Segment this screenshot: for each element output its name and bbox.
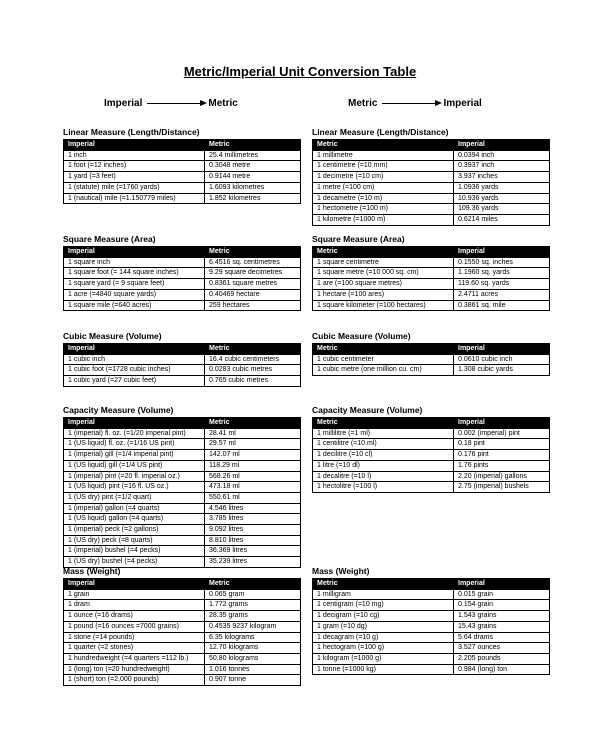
table-row <box>313 611 550 622</box>
equivalent-cell: 9.29 square decimetres <box>205 268 301 279</box>
column-header: Metric <box>205 418 301 429</box>
table-row <box>64 365 301 376</box>
conversion-table <box>63 343 301 387</box>
unit-cell: 1 square metre (=10 000 sq. cm) <box>313 268 454 279</box>
table-row <box>313 214 550 225</box>
direction-to-label: Imperial <box>443 98 482 109</box>
table-row <box>313 289 550 300</box>
unit-cell: 1 (imperial) fl. oz. (=1/20 imperial pint) <box>64 428 205 439</box>
arrow-right-icon <box>382 103 440 104</box>
equivalent-cell: 0.907 tonne <box>205 675 301 686</box>
table-row <box>313 204 550 215</box>
table-row <box>64 546 301 557</box>
table-row <box>64 653 301 664</box>
section-capacity-imperial-to-metric <box>63 405 300 568</box>
equivalent-cell: 0.065 gram <box>205 589 301 600</box>
table-header-row <box>313 579 550 590</box>
equivalent-cell: 2.4711 acres <box>454 289 550 300</box>
equivalent-cell: 1.308 cubic yards <box>454 365 550 376</box>
equivalent-cell: 0.0283 cubic metres <box>205 365 301 376</box>
unit-cell: 1 are (=100 square metres) <box>313 279 454 290</box>
unit-cell: 1 square inch <box>64 257 205 268</box>
equivalent-cell: 2.75 (imperial) bushels <box>454 482 550 493</box>
equivalent-cell: 0.0394 inch <box>454 150 550 161</box>
table-row <box>64 439 301 450</box>
equivalent-cell: 2.205 pounds <box>454 653 550 664</box>
table-header-row <box>313 247 550 258</box>
table-row <box>64 664 301 675</box>
table-row <box>64 621 301 632</box>
unit-cell: 1 hectare (=100 ares) <box>313 289 454 300</box>
section-title: Cubic Measure (Volume) <box>63 331 162 341</box>
unit-cell: 1 hectolitre (=100 l) <box>313 482 454 493</box>
equivalent-cell: 1.1960 sq. yards <box>454 268 550 279</box>
equivalent-cell: 0.002 (imperial) pint <box>454 428 550 439</box>
equivalent-cell: 29.57 ml <box>205 439 301 450</box>
section-title: Linear Measure (Length/Distance) <box>63 127 200 137</box>
unit-cell: 1 (imperial) bushel (=4 pecks) <box>64 546 205 557</box>
equivalent-cell: 0.4535 9237 kilogram <box>205 621 301 632</box>
equivalent-cell: 0.3937 inch <box>454 161 550 172</box>
column-header: Imperial <box>454 247 550 258</box>
unit-cell: 1 ounce (=16 drams) <box>64 611 205 622</box>
section-linear-metric-to-imperial <box>312 127 549 226</box>
equivalent-cell: 10.936 yards <box>454 193 550 204</box>
unit-cell: 1 gram (=10 dg) <box>313 621 454 632</box>
unit-cell: 1 milligram <box>313 589 454 600</box>
equivalent-cell: 4.546 litres <box>205 503 301 514</box>
unit-cell: 1 (long) ton (=20 hundredweight) <box>64 664 205 675</box>
table-row <box>64 535 301 546</box>
table-row <box>313 161 550 172</box>
table-row <box>64 428 301 439</box>
unit-cell: 1 square mile (=640 acres) <box>64 300 205 311</box>
equivalent-cell: 36.369 litres <box>205 546 301 557</box>
table-row <box>64 525 301 536</box>
table-row <box>313 172 550 183</box>
column-header: Imperial <box>64 418 205 429</box>
unit-cell: 1 kilogram (=1000 g) <box>313 653 454 664</box>
equivalent-cell: 50.80 kilograms <box>205 653 301 664</box>
equivalent-cell: 0.9144 metre <box>205 172 301 183</box>
equivalent-cell: 550.61 ml <box>205 492 301 503</box>
equivalent-cell: 1.016 tonnes <box>205 664 301 675</box>
unit-cell: 1 decagram (=10 g) <box>313 632 454 643</box>
section-area-metric-to-imperial <box>312 234 549 311</box>
unit-cell: 1 square kilometer (=100 hectares) <box>313 300 454 311</box>
direction-to-label: Metric <box>208 98 238 109</box>
unit-cell: 1 centigram (=10 mg) <box>313 600 454 611</box>
equivalent-cell: 35.239 litres <box>205 557 301 568</box>
table-header-row <box>313 344 550 355</box>
unit-cell: 1 inch <box>64 150 205 161</box>
equivalent-cell: 1.6093 kilometres <box>205 182 301 193</box>
table-row <box>313 643 550 654</box>
equivalent-cell: 2.20 (imperial) gallons <box>454 471 550 482</box>
conversion-table <box>63 139 301 204</box>
table-row <box>64 300 301 311</box>
equivalent-cell: 15.43 grains <box>454 621 550 632</box>
table-header-row <box>313 418 550 429</box>
column-header: Metric <box>205 140 301 151</box>
column-header: Metric <box>313 344 454 355</box>
table-row <box>64 257 301 268</box>
table-row <box>64 611 301 622</box>
table-row <box>64 182 301 193</box>
table-row <box>64 354 301 365</box>
table-row <box>313 182 550 193</box>
equivalent-cell: 16.4 cubic centimeters <box>205 354 301 365</box>
column-header: Imperial <box>64 247 205 258</box>
table-row <box>313 300 550 311</box>
equivalent-cell: 12.70 kilograms <box>205 643 301 654</box>
table-row <box>64 376 301 387</box>
column-header: Imperial <box>454 140 550 151</box>
table-row <box>313 428 550 439</box>
unit-cell: 1 hectogram (=100 g) <box>313 643 454 654</box>
conversion-table <box>312 343 550 376</box>
unit-cell: 1 millimetre <box>313 150 454 161</box>
column-header: Metric <box>205 579 301 590</box>
table-row <box>313 354 550 365</box>
table-row <box>313 482 550 493</box>
equivalent-cell: 1.772 grams <box>205 600 301 611</box>
unit-cell: 1 (imperial) gallon (=4 quarts) <box>64 503 205 514</box>
direction-imperial-to-metric <box>104 98 238 109</box>
column-header: Imperial <box>64 344 205 355</box>
unit-cell: 1 (US liquid) fl. oz. (=1/16 US pint) <box>64 439 205 450</box>
equivalent-cell: 0.984 (long) ton <box>454 664 550 675</box>
unit-cell: 1 square centimetre <box>313 257 454 268</box>
table-row <box>313 621 550 632</box>
equivalent-cell: 0.8361 square metres <box>205 279 301 290</box>
section-capacity-metric-to-imperial <box>312 405 549 493</box>
equivalent-cell: 0.40469 hectare <box>205 289 301 300</box>
unit-cell: 1 (US liquid) gill (=1/4 US pint) <box>64 460 205 471</box>
page-title: Metric/Imperial Unit Conversion Table <box>183 64 417 79</box>
equivalent-cell: 142.07 ml <box>205 450 301 461</box>
unit-cell: 1 kilometre (=1000 m) <box>313 214 454 225</box>
section-title: Square Measure (Area) <box>312 234 405 244</box>
table-row <box>313 279 550 290</box>
table-row <box>313 257 550 268</box>
unit-cell: 1 hectometre (=100 m) <box>313 204 454 215</box>
equivalent-cell: 6.35 kilograms <box>205 632 301 643</box>
table-row <box>313 653 550 664</box>
section-title: Capacity Measure (Volume) <box>63 405 174 415</box>
conversion-table <box>312 139 550 226</box>
equivalent-cell: 473.18 ml <box>205 482 301 493</box>
section-mass-metric-to-imperial <box>312 566 549 675</box>
table-row <box>64 450 301 461</box>
table-row <box>64 471 301 482</box>
table-row <box>64 172 301 183</box>
equivalent-cell: 28.35 grams <box>205 611 301 622</box>
conversion-table <box>312 578 550 675</box>
unit-cell: 1 acre (=4840 square yards) <box>64 289 205 300</box>
equivalent-cell: 0.015 grain <box>454 589 550 600</box>
unit-cell: 1 (statute) mile (=1760 yards) <box>64 182 205 193</box>
table-row <box>313 664 550 675</box>
unit-cell: 1 cubic metre (one million cu. cm) <box>313 365 454 376</box>
equivalent-cell: 3.937 inches <box>454 172 550 183</box>
direction-from-label: Metric <box>348 98 378 109</box>
equivalent-cell: 9.092 litres <box>205 525 301 536</box>
unit-cell: 1 centimetre (=10 mm) <box>313 161 454 172</box>
equivalent-cell: 0.176 pint <box>454 450 550 461</box>
section-title: Square Measure (Area) <box>63 234 156 244</box>
table-row <box>64 503 301 514</box>
table-row <box>313 150 550 161</box>
table-row <box>313 450 550 461</box>
table-header-row <box>64 418 301 429</box>
table-row <box>64 632 301 643</box>
direction-metric-to-imperial <box>348 98 482 109</box>
column-header: Imperial <box>64 579 205 590</box>
table-row <box>313 268 550 279</box>
equivalent-cell: 0.3861 sq. mile <box>454 300 550 311</box>
section-volume-imperial-to-metric <box>63 331 300 387</box>
table-row <box>64 492 301 503</box>
table-row <box>64 268 301 279</box>
unit-cell: 1 decimetre (=10 cm) <box>313 172 454 183</box>
unit-cell: 1 (US dry) bushel (=4 pecks) <box>64 557 205 568</box>
table-row <box>64 279 301 290</box>
table-row <box>64 150 301 161</box>
equivalent-cell: 6.4516 sq. centimetres <box>205 257 301 268</box>
column-header: Imperial <box>454 418 550 429</box>
table-row <box>313 632 550 643</box>
unit-cell: 1 decigram (=10 cg) <box>313 611 454 622</box>
column-header: Metric <box>313 247 454 258</box>
section-title: Mass (Weight) <box>63 566 121 576</box>
equivalent-cell: 3.785 litres <box>205 514 301 525</box>
column-header: Metric <box>205 247 301 258</box>
unit-cell: 1 tonne (=1000 kg) <box>313 664 454 675</box>
conversion-table <box>63 417 301 568</box>
column-header: Imperial <box>454 344 550 355</box>
section-mass-imperial-to-metric <box>63 566 300 686</box>
table-row <box>313 193 550 204</box>
unit-cell: 1 (US liquid) pint (=16 fl. US oz.) <box>64 482 205 493</box>
column-header: Metric <box>313 140 454 151</box>
table-row <box>64 460 301 471</box>
column-header: Imperial <box>64 140 205 151</box>
equivalent-cell: 25.4 millimetres <box>205 150 301 161</box>
section-title: Cubic Measure (Volume) <box>312 331 411 341</box>
table-row <box>64 193 301 204</box>
conversion-table <box>312 246 550 311</box>
table-row <box>64 675 301 686</box>
equivalent-cell: 1.852 kilometres <box>205 193 301 204</box>
equivalent-cell: 0.765 cubic metres <box>205 376 301 387</box>
unit-cell: 1 quarter (=2 stones) <box>64 643 205 654</box>
column-header: Metric <box>205 344 301 355</box>
equivalent-cell: 109.36 yards <box>454 204 550 215</box>
unit-cell: 1 cubic yard (=27 cubic feet) <box>64 376 205 387</box>
conversion-table <box>63 578 301 686</box>
table-row <box>64 514 301 525</box>
equivalent-cell: 5.64 drams <box>454 632 550 643</box>
equivalent-cell: 119.60 sq. yards <box>454 279 550 290</box>
unit-cell: 1 yard (=3 feet) <box>64 172 205 183</box>
section-linear-imperial-to-metric <box>63 127 300 204</box>
table-row <box>64 600 301 611</box>
table-row <box>313 600 550 611</box>
table-row <box>313 460 550 471</box>
unit-cell: 1 cubic foot (=1728 cubic inches) <box>64 365 205 376</box>
unit-cell: 1 dram <box>64 600 205 611</box>
unit-cell: 1 cubic centimeter <box>313 354 454 365</box>
table-row <box>313 365 550 376</box>
column-header: Metric <box>313 418 454 429</box>
unit-cell: 1 decilitre (=10 cl) <box>313 450 454 461</box>
unit-cell: 1 (US dry) peck (=8 quarts) <box>64 535 205 546</box>
unit-cell: 1 (short) ton (=2,000 pounds) <box>64 675 205 686</box>
equivalent-cell: 0.6214 miles <box>454 214 550 225</box>
unit-cell: 1 (imperial) pint (=20 fl. imperial oz.) <box>64 471 205 482</box>
table-header-row <box>64 247 301 258</box>
table-header-row <box>64 579 301 590</box>
equivalent-cell: 0.154 grain <box>454 600 550 611</box>
equivalent-cell: 28.41 ml <box>205 428 301 439</box>
table-row <box>64 643 301 654</box>
table-header-row <box>64 344 301 355</box>
equivalent-cell: 8.810 litres <box>205 535 301 546</box>
section-title: Mass (Weight) <box>312 566 370 576</box>
equivalent-cell: 3.527 ounces <box>454 643 550 654</box>
section-area-imperial-to-metric <box>63 234 300 311</box>
table-row <box>313 589 550 600</box>
unit-cell: 1 foot (=12 inches) <box>64 161 205 172</box>
table-row <box>313 471 550 482</box>
column-header: Imperial <box>454 579 550 590</box>
equivalent-cell: 1.543 grains <box>454 611 550 622</box>
section-volume-metric-to-imperial <box>312 331 549 376</box>
equivalent-cell: 118.29 ml <box>205 460 301 471</box>
equivalent-cell: 0.18 pint <box>454 439 550 450</box>
unit-cell: 1 centilitre (=10 ml) <box>313 439 454 450</box>
equivalent-cell: 0.3048 metre <box>205 161 301 172</box>
unit-cell: 1 (imperial) gill (=1/4 imperial pint) <box>64 450 205 461</box>
unit-cell: 1 (nautical) mile (=1.150779 miles) <box>64 193 205 204</box>
section-title: Capacity Measure (Volume) <box>312 405 423 415</box>
equivalent-cell: 1.76 pints <box>454 460 550 471</box>
unit-cell: 1 decametre (=10 m) <box>313 193 454 204</box>
unit-cell: 1 decalitre (=10 l) <box>313 471 454 482</box>
equivalent-cell: 568.26 ml <box>205 471 301 482</box>
unit-cell: 1 (imperial) peck (=2 gallons) <box>64 525 205 536</box>
table-row <box>64 161 301 172</box>
unit-cell: 1 stone (=14 pounds) <box>64 632 205 643</box>
column-header: Metric <box>313 579 454 590</box>
conversion-table <box>312 417 550 493</box>
arrow-right-icon <box>147 103 205 104</box>
unit-cell: 1 square foot (= 144 square inches) <box>64 268 205 279</box>
equivalent-cell: 0.0610 cubic inch <box>454 354 550 365</box>
unit-cell: 1 square yard (= 9 square feet) <box>64 279 205 290</box>
equivalent-cell: 0.1550 sq. inches <box>454 257 550 268</box>
unit-cell: 1 millilitre (=1 ml) <box>313 428 454 439</box>
unit-cell: 1 litre (=10 dl) <box>313 460 454 471</box>
table-row <box>313 439 550 450</box>
unit-cell: 1 (US dry) pint (=1/2 quart) <box>64 492 205 503</box>
unit-cell: 1 pound (=16 ounces =7000 grains) <box>64 621 205 632</box>
table-row <box>64 289 301 300</box>
section-title: Linear Measure (Length/Distance) <box>312 127 449 137</box>
equivalent-cell: 259 hectares <box>205 300 301 311</box>
table-row <box>64 589 301 600</box>
unit-cell: 1 metre (=100 cm) <box>313 182 454 193</box>
equivalent-cell: 1.0936 yards <box>454 182 550 193</box>
table-header-row <box>64 140 301 151</box>
table-row <box>64 482 301 493</box>
table-header-row <box>313 140 550 151</box>
unit-cell: 1 cubic inch <box>64 354 205 365</box>
unit-cell: 1 (US liquid) gallon (=4 quarts) <box>64 514 205 525</box>
unit-cell: 1 hundredweight (=4 quarters =112 lb.) <box>64 653 205 664</box>
conversion-table <box>63 246 301 311</box>
direction-from-label: Imperial <box>104 98 143 109</box>
unit-cell: 1 grain <box>64 589 205 600</box>
